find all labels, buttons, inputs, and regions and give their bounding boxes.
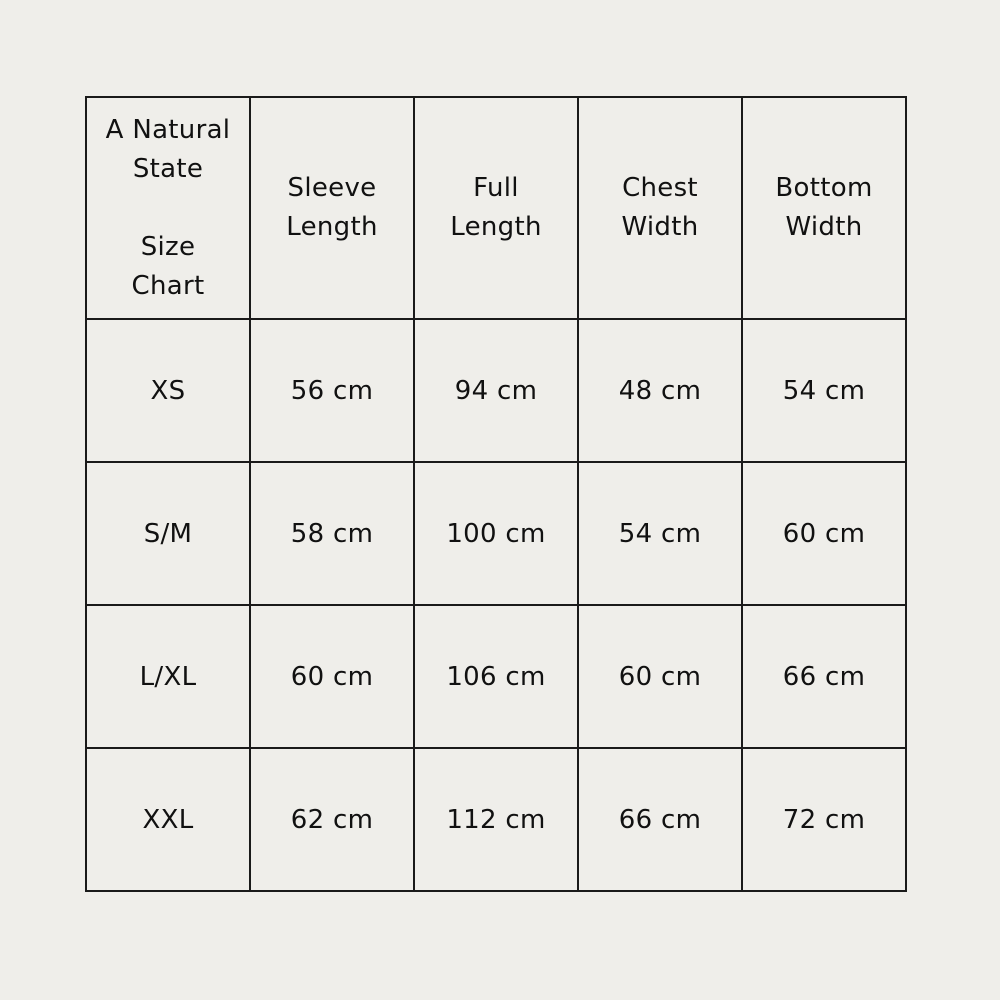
size-chart-title-line: A Natural	[105, 114, 231, 145]
column-header-full-length	[414, 97, 578, 319]
column-header-line: Bottom	[775, 173, 873, 203]
size-label-cell: XXL	[86, 748, 250, 891]
sleeve-length-cell: 58 cm	[250, 462, 414, 605]
bottom-width-cell: 72 cm	[742, 748, 906, 891]
chest-width-cell: 54 cm	[578, 462, 742, 605]
chest-width-cell: 66 cm	[578, 748, 742, 891]
bottom-width-cell: 60 cm	[742, 462, 906, 605]
column-header-line: Width	[785, 212, 863, 242]
bottom-width-cell: 66 cm	[742, 605, 906, 748]
full-length-cell: 112 cm	[414, 748, 578, 891]
title-spacer	[87, 189, 249, 228]
size-chart-title-line: State	[132, 153, 204, 184]
bottom-width-cell: 54 cm	[742, 319, 906, 462]
chest-width-cell: 48 cm	[578, 319, 742, 462]
column-header-line: Chest	[622, 173, 698, 203]
table-row-xxl	[86, 748, 906, 891]
size-chart-title-cell	[86, 97, 250, 319]
size-chart-title-line: Size	[140, 231, 196, 262]
column-header-bottom-width	[742, 97, 906, 319]
column-header-line: Length	[286, 212, 378, 242]
size-label-cell: XS	[86, 319, 250, 462]
table-row-l-xl	[86, 605, 906, 748]
full-length-cell: 106 cm	[414, 605, 578, 748]
column-header-line: Length	[450, 212, 542, 242]
full-length-cell: 100 cm	[414, 462, 578, 605]
table-header-row	[86, 97, 906, 319]
size-label-cell: S/M	[86, 462, 250, 605]
size-chart-table	[85, 96, 907, 892]
table-row-s-m	[86, 462, 906, 605]
sleeve-length-cell: 60 cm	[250, 605, 414, 748]
column-header-line: Full	[473, 173, 519, 203]
column-header-chest-width	[578, 97, 742, 319]
size-chart-title-line: Chart	[131, 270, 205, 301]
sleeve-length-cell: 56 cm	[250, 319, 414, 462]
column-header-line: Width	[621, 212, 699, 242]
column-header-line: Sleeve	[287, 173, 377, 203]
full-length-cell: 94 cm	[414, 319, 578, 462]
size-label-cell: L/XL	[86, 605, 250, 748]
column-header-sleeve-length	[250, 97, 414, 319]
sleeve-length-cell: 62 cm	[250, 748, 414, 891]
table-row-xs	[86, 319, 906, 462]
chest-width-cell: 60 cm	[578, 605, 742, 748]
